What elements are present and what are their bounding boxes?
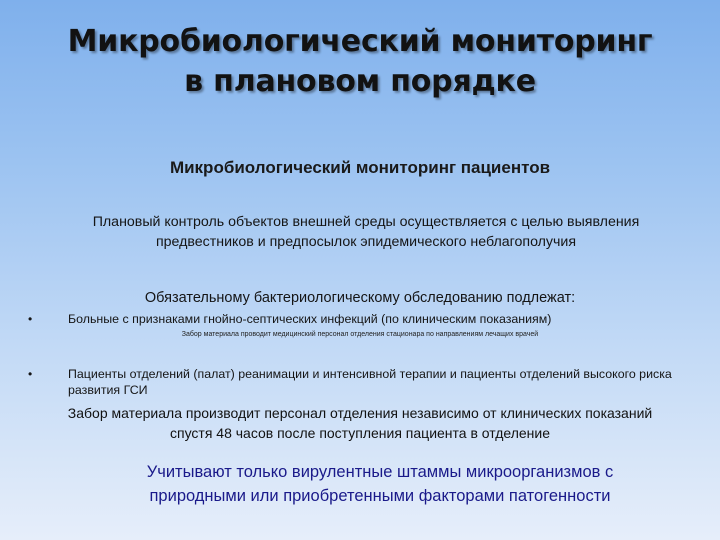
bullet-text: Больные с признаками гнойно-септических инфекций (по клиническим показаниям) (68, 312, 552, 326)
planned-control-line-1: Плановый контроль объектов внешней среды осуществляется с целью выявления (92, 214, 640, 230)
virulent-line-1: Учитывают только вирулентные штаммы микроорганизмов с (146, 463, 614, 481)
collection-paragraph (30, 403, 690, 443)
slide-title-line-1: Микробиологический мониторинг (67, 24, 653, 59)
collection-note: Забор материала проводит медицинский персонал отделения стационара по направлениям лечащих врачей (181, 331, 539, 338)
planned-control-paragraph (30, 212, 702, 252)
section-subtitle: Микробиологический мониторинг пациентов (169, 158, 551, 177)
collection-line-1: Забор материала производит персонал отделения независимо от клинических показаний (67, 405, 653, 421)
virulent-strains-paragraph (60, 460, 700, 508)
planned-control-line-2: предвестников и предпосылок эпидемического неблагополучия (155, 234, 577, 250)
mandatory-heading: Обязательному бактериологическому обследованию подлежат: (144, 290, 576, 306)
virulent-line-2: природными или приобретенными факторами патогенности (149, 487, 611, 505)
slide-title (0, 22, 720, 102)
slide-title-line-2: в плановом порядке (184, 64, 536, 99)
bullet-marker: • (28, 367, 33, 381)
bullet-text: Пациенты отделений (палат) реанимации и интенсивной терапии и пациенты отделений высокого риска развития ГСИ (68, 367, 672, 397)
collection-line-2: спустя 48 часов после поступления пациента в отделение (169, 425, 551, 441)
bullet-marker: • (28, 312, 33, 326)
